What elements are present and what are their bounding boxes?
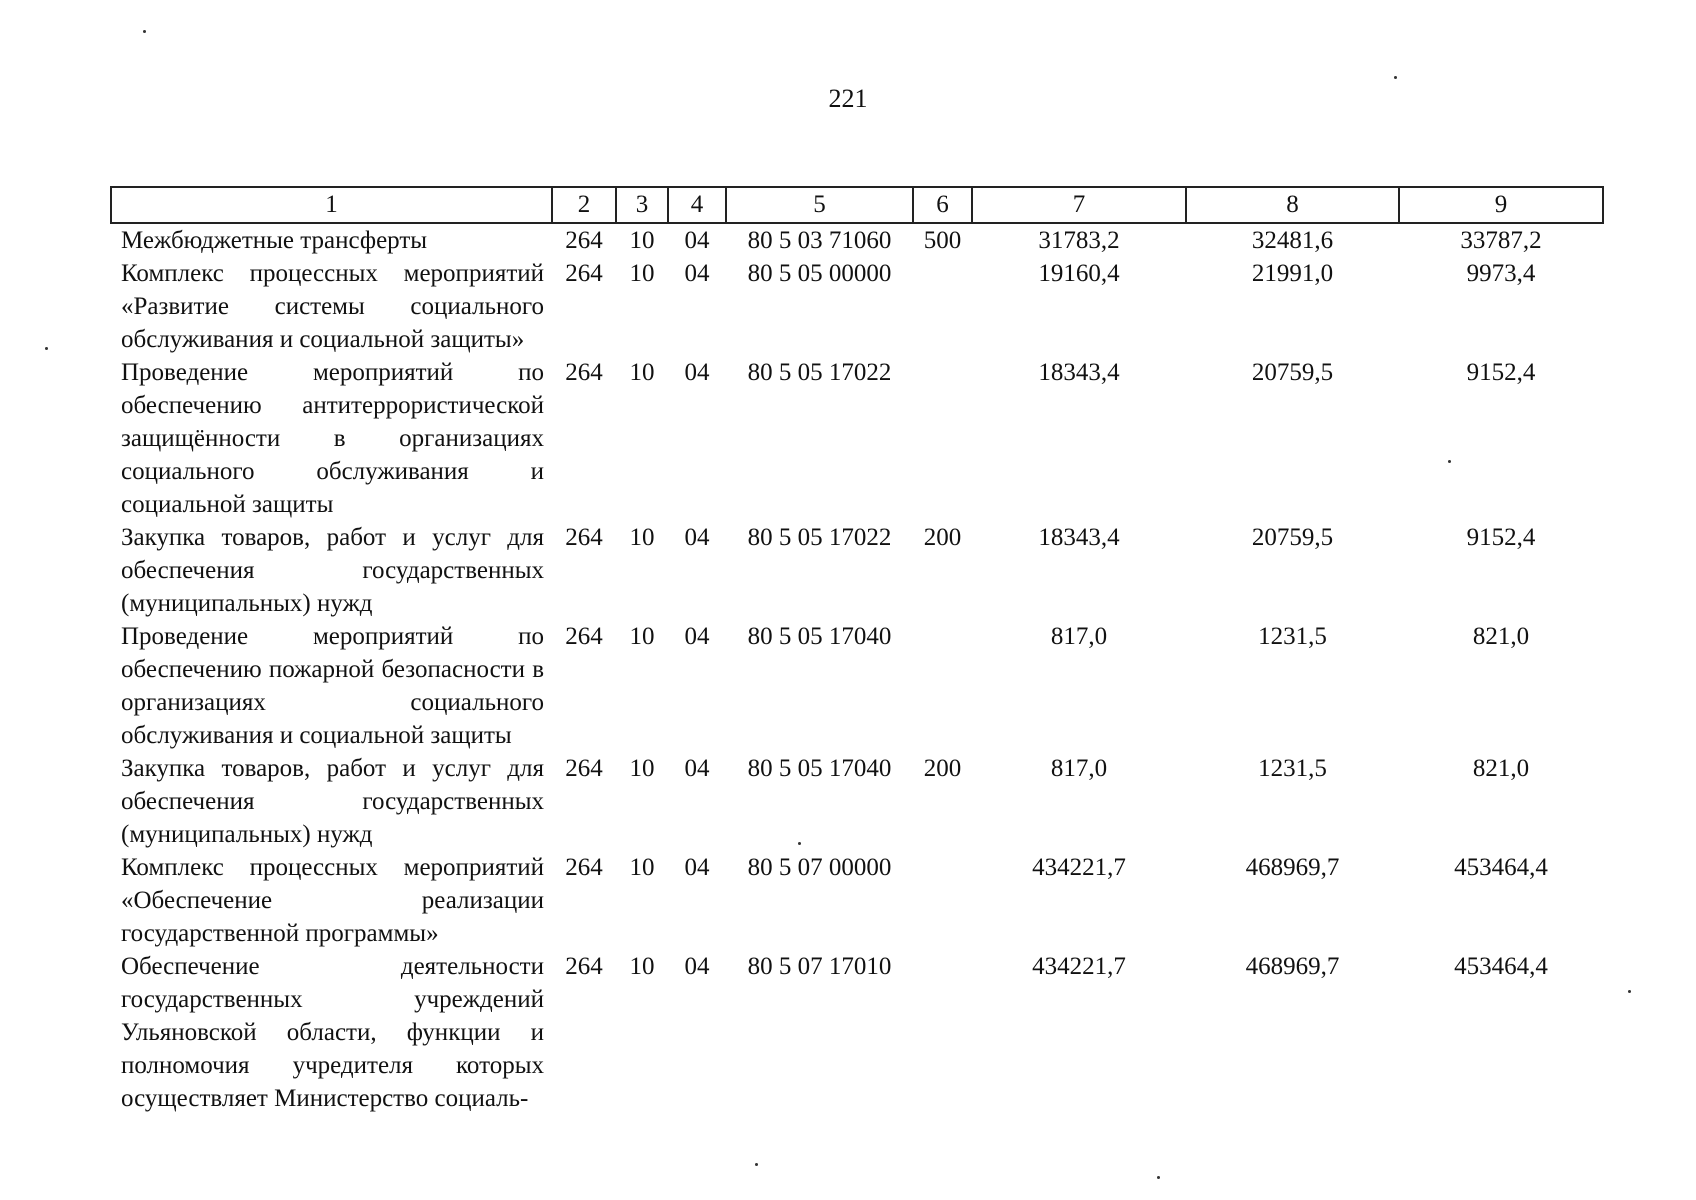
cell-value-9: 821,0 [1472, 623, 1530, 650]
cell-value-9: 821,0 [1472, 755, 1530, 782]
cell-section: 10 [629, 359, 655, 386]
cell-value-7: 18343,4 [1038, 524, 1120, 551]
page-number: 221 [828, 84, 868, 113]
cell-subsection: 04 [684, 524, 710, 551]
row-name: Межбюджетные трансферты [121, 227, 428, 254]
cell-section: 10 [629, 854, 655, 881]
row-name: Закупка товаров, работ и услуг для обеспечения государственных (муниципальных) нужд [121, 755, 544, 848]
row-name: Комплекс процессных мероприятий «Обеспечение реализации государственной программы» [121, 854, 544, 947]
header-cell: 6 [913, 187, 972, 223]
cell-expense-type [913, 257, 972, 356]
row-name: Проведение мероприятий по обеспечению антитеррористической защищённости в организациях социального обслуживания и социальной защиты [121, 359, 544, 518]
budget-table [110, 186, 1604, 1115]
cell-value-9: 33787,2 [1460, 227, 1542, 254]
cell-subsection: 04 [684, 227, 710, 254]
cell-subsection: 04 [684, 854, 710, 881]
cell-value-8: 468969,7 [1245, 953, 1340, 980]
cell-value-7: 434221,7 [1032, 854, 1126, 881]
cell-section: 10 [629, 260, 655, 287]
cell-value-9: 9973,4 [1466, 260, 1536, 287]
header-cell: 5 [726, 187, 913, 223]
cell-section: 10 [629, 755, 655, 782]
cell-value-7: 18343,4 [1038, 359, 1120, 386]
cell-value-8: 1231,5 [1258, 623, 1327, 650]
cell-ministry: 264 [565, 854, 603, 881]
row-name: Комплекс процессных мероприятий «Развитие системы социального обслуживания и социальной защиты» [121, 260, 544, 353]
table-row [111, 257, 1603, 356]
row-name: Закупка товаров, работ и услуг для обеспечения государственных (муниципальных) нужд [121, 524, 544, 617]
cell-ministry: 264 [565, 524, 603, 551]
cell-value-8: 21991,0 [1251, 260, 1334, 287]
table-row [111, 356, 1603, 521]
scan-speck [1628, 990, 1631, 993]
scan-speck [1394, 76, 1397, 79]
cell-target-item: 80 5 05 00000 [747, 260, 892, 287]
cell-target-item: 80 5 07 17010 [747, 953, 892, 980]
scan-speck [798, 842, 801, 845]
cell-subsection: 04 [684, 260, 710, 287]
scan-speck [1448, 460, 1451, 463]
cell-target-item: 80 5 03 71060 [747, 227, 892, 254]
cell-ministry: 264 [565, 953, 603, 980]
cell-value-7: 31783,2 [1038, 227, 1120, 254]
cell-expense-type: 500 [923, 227, 962, 254]
cell-expense-type [913, 620, 972, 752]
cell-value-9: 9152,4 [1466, 359, 1536, 386]
cell-value-7: 434221,7 [1032, 953, 1126, 980]
cell-value-7: 19160,4 [1038, 260, 1120, 287]
cell-subsection: 04 [684, 755, 710, 782]
cell-value-7: 817,0 [1050, 755, 1108, 782]
header-cell: 4 [668, 187, 726, 223]
cell-section: 10 [629, 227, 655, 254]
scan-speck [1157, 1176, 1160, 1179]
cell-expense-type: 200 [923, 524, 962, 551]
header-cell: 2 [552, 187, 616, 223]
cell-section: 10 [629, 623, 655, 650]
cell-subsection: 04 [684, 359, 710, 386]
cell-target-item: 80 5 05 17022 [747, 524, 892, 551]
cell-value-8: 1231,5 [1258, 755, 1327, 782]
table-row [111, 223, 1603, 257]
table-row [111, 620, 1603, 752]
cell-target-item: 80 5 07 00000 [747, 854, 892, 881]
cell-expense-type [913, 851, 972, 950]
cell-expense-type [913, 950, 972, 1115]
header-cell: 1 [111, 187, 552, 223]
table-row [111, 851, 1603, 950]
cell-ministry: 264 [565, 260, 603, 287]
cell-section: 10 [629, 953, 655, 980]
cell-ministry: 264 [565, 359, 603, 386]
cell-target-item: 80 5 05 17040 [747, 623, 892, 650]
row-name: Проведение мероприятий по обеспечению пожарной безопасности в организациях социального обслуживания и социальной защиты [121, 623, 544, 749]
cell-ministry: 264 [565, 227, 603, 254]
cell-subsection: 04 [684, 953, 710, 980]
table-row [111, 950, 1603, 1115]
cell-section: 10 [629, 524, 655, 551]
cell-ministry: 264 [565, 623, 603, 650]
header-cell: 9 [1399, 187, 1603, 223]
cell-ministry: 264 [565, 755, 603, 782]
cell-value-9: 453464,4 [1454, 953, 1548, 980]
cell-value-8: 20759,5 [1251, 359, 1334, 386]
header-cell: 7 [972, 187, 1186, 223]
cell-target-item: 80 5 05 17022 [747, 359, 892, 386]
cell-expense-type: 200 [923, 755, 962, 782]
header-cell: 3 [616, 187, 668, 223]
table-row [111, 752, 1603, 851]
cell-value-8: 32481,6 [1251, 227, 1334, 254]
row-name: Обеспечение деятельности государственных учреждений Ульяновской области, функции и полномочия учредителя которых осуществляет Министерство социаль- [121, 953, 544, 1112]
cell-subsection: 04 [684, 623, 710, 650]
table-header-row [111, 187, 1603, 223]
table-row [111, 521, 1603, 620]
cell-value-8: 468969,7 [1245, 854, 1340, 881]
cell-expense-type [913, 356, 972, 521]
cell-value-7: 817,0 [1050, 623, 1108, 650]
scan-speck [45, 347, 48, 350]
scan-speck [755, 1163, 758, 1166]
scan-speck [143, 30, 146, 33]
header-cell: 8 [1186, 187, 1399, 223]
cell-value-8: 20759,5 [1251, 524, 1334, 551]
cell-target-item: 80 5 05 17040 [747, 755, 892, 782]
cell-value-9: 453464,4 [1454, 854, 1548, 881]
cell-value-9: 9152,4 [1466, 524, 1536, 551]
